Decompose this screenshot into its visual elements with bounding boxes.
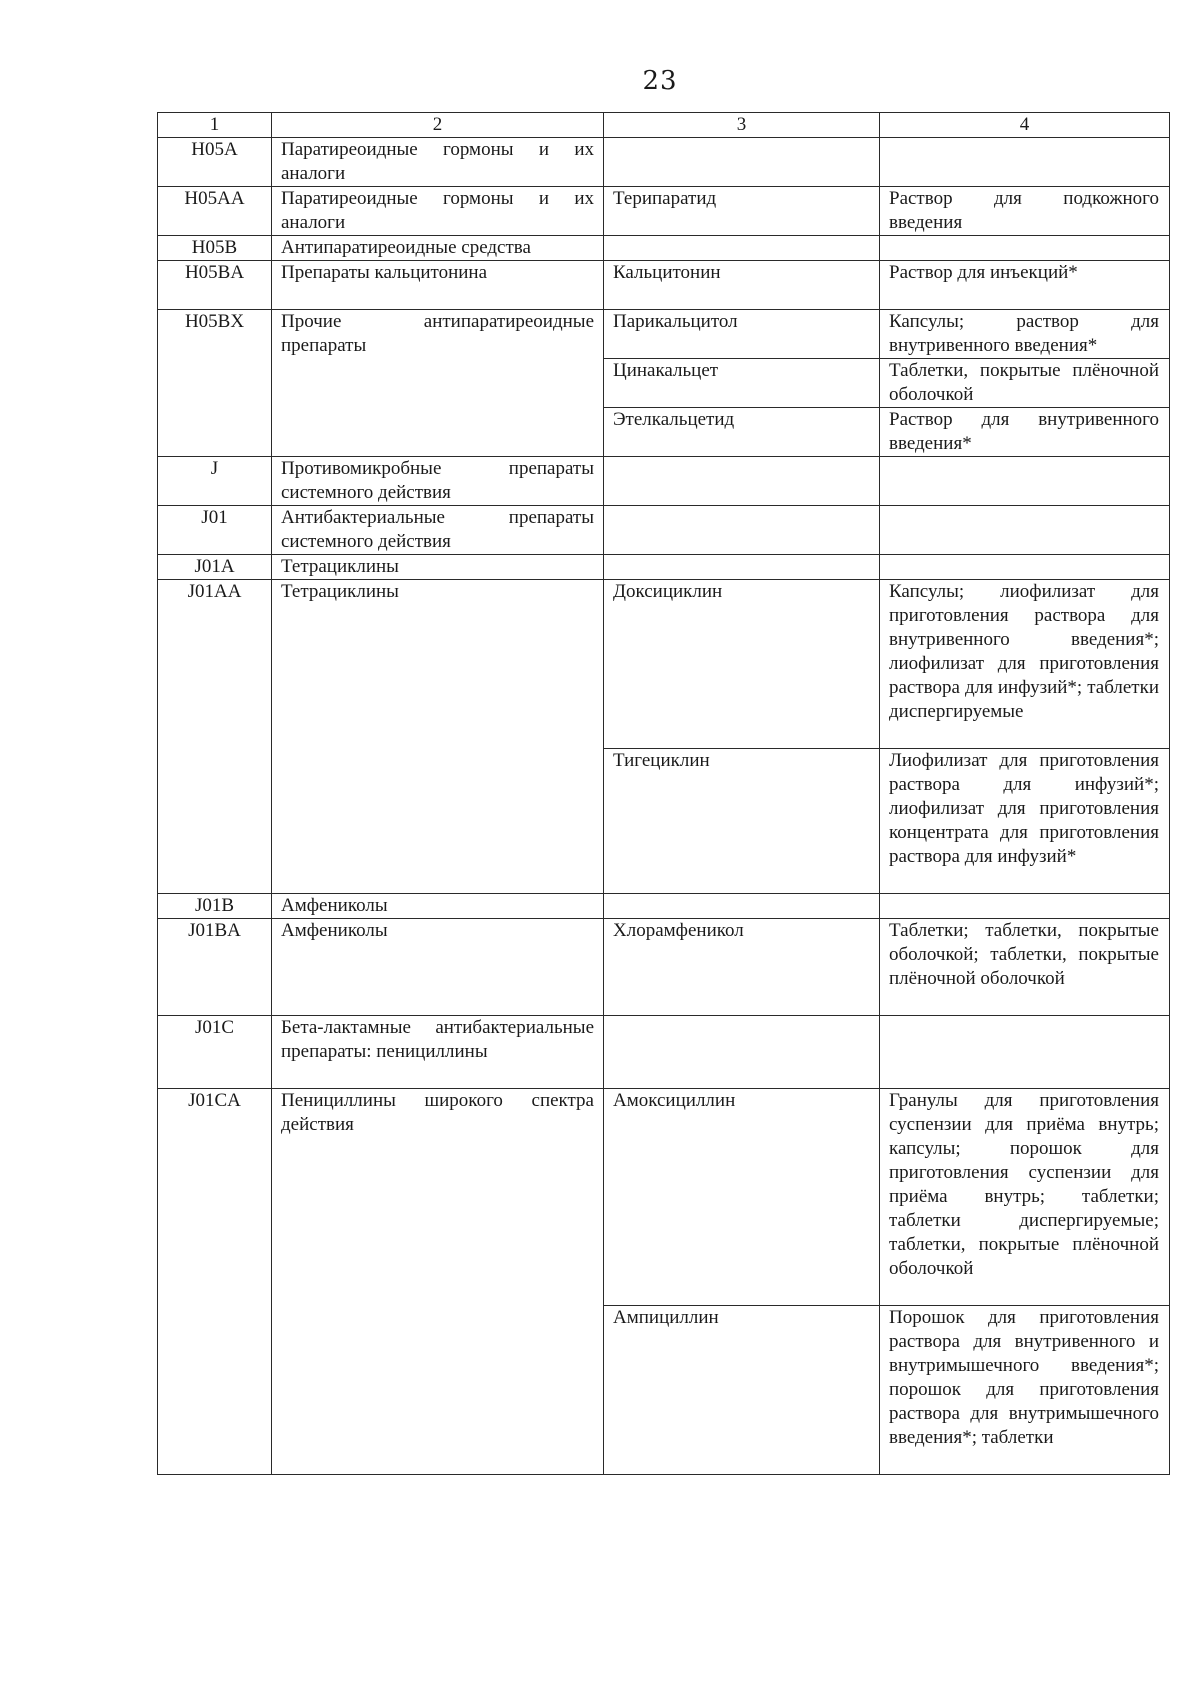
column-header-2: 2 [272,113,604,138]
dosage-form-cell: Лиофилизат для приготовления раствора для инфузий*; лиофилизат для приготовления концентрата для приготовления раствора для инфузий* [880,749,1170,894]
atc-code-cell: H05BX [158,310,272,457]
dosage-form-cell: Раствор для подкожного введения [880,187,1170,236]
group-name-cell: Бета-лактамные антибактериальные препараты: пенициллины [272,1016,604,1089]
drug-name-cell: Терипаратид [604,187,880,236]
table-row [158,236,1170,261]
atc-code-cell: J01A [158,555,272,580]
dosage-form-cell: Таблетки, покрытые плёночной оболочкой [880,359,1170,408]
table-row [158,1016,1170,1089]
drug-classification-table [157,112,1170,1475]
column-header-1: 1 [158,113,272,138]
atc-code-cell: H05AA [158,187,272,236]
dosage-form-cell [880,457,1170,506]
drug-name-cell [604,457,880,506]
table-row [158,919,1170,1016]
dosage-form-cell [880,1016,1170,1089]
group-name-cell: Амфениколы [272,919,604,1016]
page-number: 23 [642,66,678,96]
drug-name-cell: Амоксициллин [604,1089,880,1306]
atc-code-cell: H05A [158,138,272,187]
dosage-form-cell [880,555,1170,580]
table-row [158,457,1170,506]
table-row [158,187,1170,236]
drug-name-cell: Доксициклин [604,580,880,749]
drug-name-cell: Парикальцитол [604,310,880,359]
dosage-form-cell [880,894,1170,919]
table-row [158,555,1170,580]
dosage-form-cell: Гранулы для приготовления суспензии для приёма внутрь; капсулы; порошок для приготовления суспензии для приёма внутрь; таблетки; таблетки диспергируемые; таблетки, покрытые плёночной оболочкой [880,1089,1170,1306]
atc-code-cell: J01CA [158,1089,272,1475]
table-body [158,138,1170,1475]
table-row [158,506,1170,555]
drug-name-cell: Ампициллин [604,1306,880,1475]
table-row [158,1089,1170,1306]
group-name-cell: Антибактериальные препараты системного действия [272,506,604,555]
dosage-form-cell [880,236,1170,261]
atc-code-cell: H05BA [158,261,272,310]
group-name-cell: Антипаратиреоидные средства [272,236,604,261]
dosage-form-cell [880,506,1170,555]
atc-code-cell: J01BA [158,919,272,1016]
dosage-form-cell: Раствор для инъекций* [880,261,1170,310]
drug-name-cell [604,1016,880,1089]
group-name-cell: Противомикробные препараты системного действия [272,457,604,506]
table-row [158,138,1170,187]
group-name-cell: Препараты кальцитонина [272,261,604,310]
drug-name-cell [604,506,880,555]
dosage-form-cell: Капсулы; раствор для внутривенного введения* [880,310,1170,359]
drug-name-cell [604,555,880,580]
atc-code-cell: J [158,457,272,506]
table-row [158,580,1170,749]
table-row [158,261,1170,310]
atc-code-cell: J01AA [158,580,272,894]
group-name-cell: Амфениколы [272,894,604,919]
dosage-form-cell: Таблетки; таблетки, покрытые оболочкой; таблетки, покрытые плёночной оболочкой [880,919,1170,1016]
drug-name-cell: Тигециклин [604,749,880,894]
drug-name-cell: Кальцитонин [604,261,880,310]
drug-name-cell: Этелкальцетид [604,408,880,457]
dosage-form-cell [880,138,1170,187]
header-row [158,113,1170,138]
atc-code-cell: H05B [158,236,272,261]
table-row [158,894,1170,919]
dosage-form-cell: Порошок для приготовления раствора для внутривенного и внутримышечного введения*; порошок для приготовления раствора для внутримышечного введения*; таблетки [880,1306,1170,1475]
drug-name-cell [604,894,880,919]
table-row [158,310,1170,359]
column-header-3: 3 [604,113,880,138]
drug-name-cell: Цинакальцет [604,359,880,408]
group-name-cell: Паратиреоидные гормоны и их аналоги [272,187,604,236]
drug-name-cell [604,138,880,187]
atc-code-cell: J01C [158,1016,272,1089]
group-name-cell: Прочие антипаратиреоидные препараты [272,310,604,457]
atc-code-cell: J01 [158,506,272,555]
group-name-cell: Тетрациклины [272,555,604,580]
drug-name-cell [604,236,880,261]
group-name-cell: Пенициллины широкого спектра действия [272,1089,604,1475]
drug-name-cell: Хлорамфеникол [604,919,880,1016]
dosage-form-cell: Капсулы; лиофилизат для приготовления раствора для внутривенного введения*; лиофилизат для приготовления раствора для инфузий*; таблетки диспергируемые [880,580,1170,749]
dosage-form-cell: Раствор для внутривенного введения* [880,408,1170,457]
group-name-cell: Тетрациклины [272,580,604,894]
column-header-4: 4 [880,113,1170,138]
group-name-cell: Паратиреоидные гормоны и их аналоги [272,138,604,187]
atc-code-cell: J01B [158,894,272,919]
